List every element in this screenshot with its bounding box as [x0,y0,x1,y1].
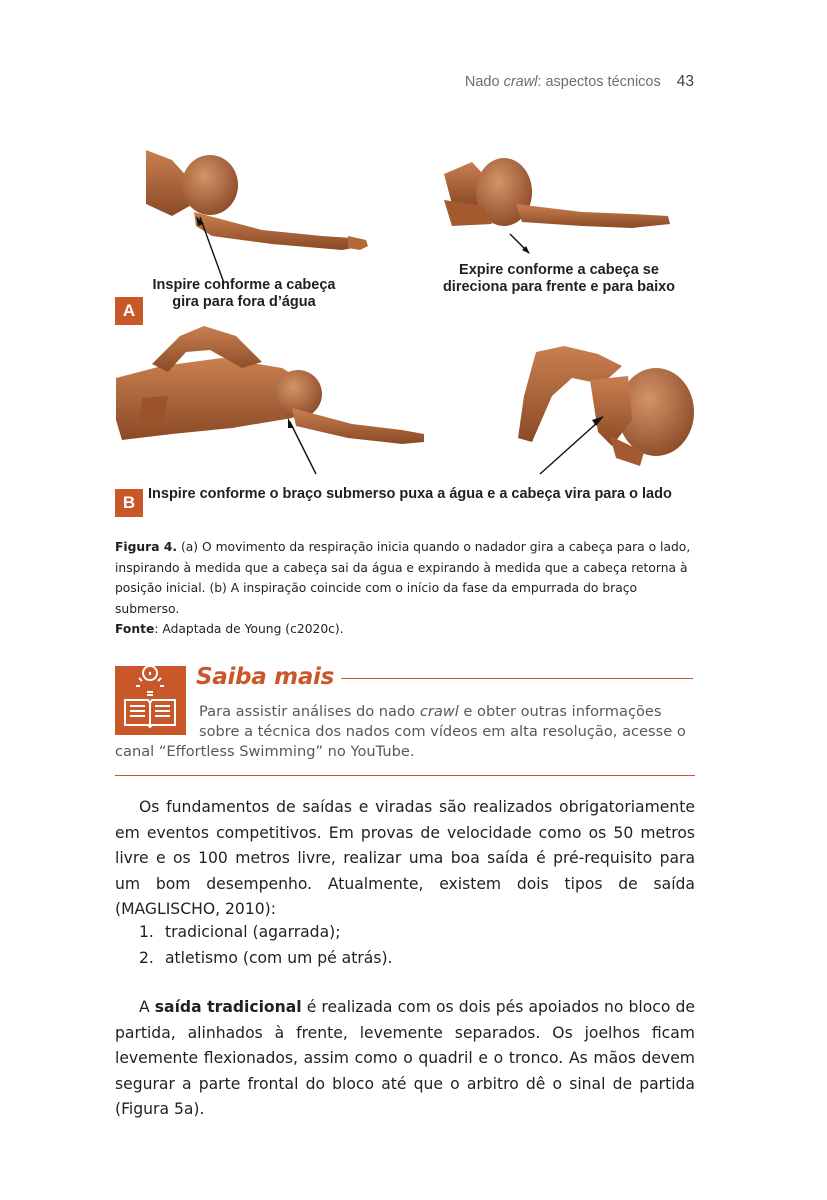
page-number: 43 [676,73,694,90]
callout-line2: sobre a técnica dos nados com vídeos em alta resolução, acesse o [199,723,686,740]
header-title-italic: crawl [503,74,538,90]
list-item [115,946,695,972]
header-title-prefix: Nado [464,74,504,90]
arrow-inhale-b-left [290,422,316,474]
callout-line1-prefix: Para assistir análises do nado [199,703,420,720]
list-item [115,920,695,946]
panel-label-b: B [115,489,143,517]
callout-line1-italic: crawl [419,703,459,720]
p2-rest: é realizada com os dois pés apoiados no bloco de partida, alinhados à frente, levemente separados. Os joelhos ficam levemente flexionados, assim como o quadril e o tronco. As mãos devem segurar a parte frontal do bloco até que o arbitro dê o sinal de partida (Figura 5a). [115,998,695,1118]
figure-caption [115,537,695,640]
figure-caption-label: Figura 4. [115,540,178,554]
callout-line3: canal “Effortless Swimming” no YouTube. [115,743,415,760]
saiba-mais-callout [115,664,695,777]
swimmer-a-right [444,158,670,228]
panel-label-a: A [115,297,143,325]
caption-a-left-line1: Inspire conforme a cabeça [152,277,336,293]
caption-a-left-line2: gira para fora d’água [172,294,316,310]
swimmer-illustrations [112,140,702,525]
p2-bold-term: saída tradicional [154,998,302,1016]
callout-text [115,702,695,762]
caption-a-left [134,277,354,311]
callout-title: Saiba mais [196,664,335,690]
caption-a-right [428,262,690,296]
caption-b: Inspire conforme o braço submerso puxa a água e a cabeça vira para o lado [148,486,672,502]
p2-prefix: A [139,998,155,1016]
callout-divider-top [341,678,693,679]
running-header [400,73,694,93]
paragraph-saida-tradicional [115,995,695,1123]
paragraph-saidas [115,795,695,923]
breathing-figure [112,140,702,525]
figure-source-label: Fonte [115,622,155,636]
list-item-text: tradicional (agarrada); [165,923,341,941]
callout-divider-bottom [115,775,695,776]
caption-a-right-line2: direciona para frente e para baixo [442,279,676,295]
saida-types-list [115,920,695,971]
swimmer-b-right [518,346,694,466]
arrow-inhale-b-right [540,422,598,474]
swimmer-a-left [146,150,368,250]
list-item-text: atletismo (com um pé atrás). [165,948,393,967]
list-item-number: 2. [139,948,154,967]
figure-source-text: : Adaptada de Young (c2020c). [154,622,344,636]
paragraph-saidas-text: Os fundamentos de saídas e viradas são realizados obrigatoriamente em eventos competitivos. Em provas de velocidade como os 50 metros livre e os 100 metros livre, realizar uma boa saída é pré-requisito para um bom desempenho. Atualmente, existem dois tipos de saída (MAGLISCHO, 2010): [115,798,695,918]
caption-a-right-line1: Expire conforme a cabeça se [459,262,659,278]
swimmer-b-left [116,326,424,444]
header-title-suffix: : aspectos técnicos [537,74,661,90]
callout-line1-suffix: e obter outras informações [458,703,662,720]
arrow-exhale-a [510,234,526,250]
figure-caption-text: (a) O movimento da respiração inicia quando o nadador gira a cabeça para o lado, inspirando à medida que a cabeça sai da água e expirando à medida que a cabeça retorna à posição inicial. (b) A inspiração coincide com o início da fase da empurrada do braço submerso. [115,540,691,616]
list-item-number: 1. [139,923,154,941]
